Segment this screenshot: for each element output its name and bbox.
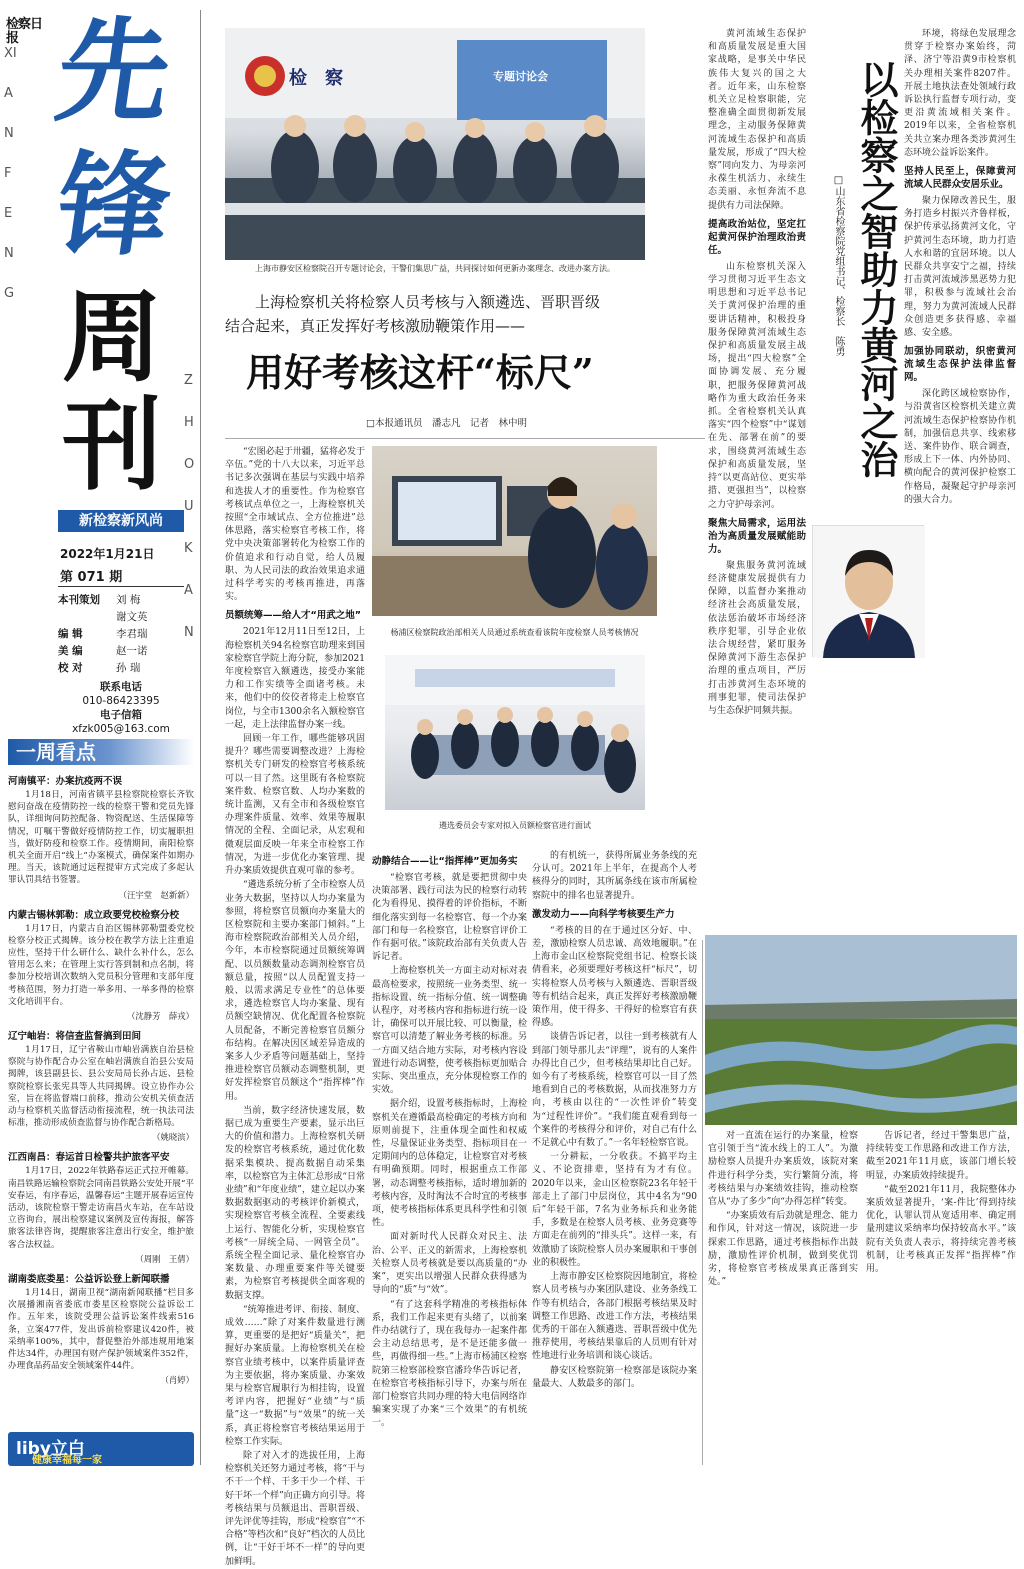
weekly-item-title: 辽宁岫岩：将信查监督搞到田间	[8, 1031, 142, 1043]
article2-column-b-continued	[870, 665, 1018, 930]
weekly-title: 一周看点	[16, 740, 96, 764]
paragraph: “有了这套科学精准的考核指标体系，我们工作起来更有头绪了，以前案件办结就行了，现在我每办一起案件都会主动总结思考，是不是还能多做一些，再做得细一些。”上海市杨浦区检察院第三检察部检察官潘玲华告诉记者，在检察官考核指标引导下，办案与所在部门检察官共同办理的特大电信网络诈骗案实现了办案“三个效果”的有机统一。	[372, 1299, 527, 1429]
article1-column-2	[372, 850, 527, 1465]
paragraph: 静安区检察院第一检察部是该院办案量最大、人数最多的部门。	[532, 1365, 697, 1389]
weekly-item-source: （沈静芳 薛戎）	[127, 1011, 194, 1022]
staff-row: 谢文英	[116, 611, 148, 623]
article2-headline: 以检察之智助力黄河之治	[854, 60, 899, 478]
article2-byline: □山东省检察院党组书记、检察长 陈勇	[833, 175, 844, 356]
left-divider	[200, 10, 201, 1465]
staff-row: 本刊策划 刘 梅	[58, 594, 141, 606]
weekly-item-text: 1月14日，湖南卫视“湖南新闻联播”栏目多次展播湘南省娄底市娄星区检察院公益诉讼工作。五年来，该院受理公益诉讼案件线索516条，立案477件，发出诉前检察建议420件，被采纳率100%，其中，督促整治外部违规用地案件达34件，办理国有财产保护领域案件352件，办理食品药品安全领域案件44件。	[8, 1287, 194, 1372]
paragraph: 据介绍，设置考核指标时，上海检察机关在遵循最高检确定的考核方向和原则前提下，注重体现全面性和权威性，尽量保证业务类型、指标项目在一定期间内的总体稳定，让检察官对考核有明确预期。同时，根据重点工作部署，动态调整考核指标，适时增加新的考核内容，及时淘汰不合时宜的考核事项，使考核指标体系更具科学性和引领性。	[372, 1099, 527, 1229]
paragraph: “检察官考核，就是要把贯彻中央决策部署、践行司法为民的检察行动转化为看得见、摸得着的评价指标，不断细化落实到每一名检察官、每一个办案部门和每一名检察官，让检察官评价工作有据可依。”该院政治部有关负责人告诉记者。	[372, 873, 527, 963]
paragraph: 对一直流在运行的办案量，检察官引领于当“流水线上的工人”。为激励检察人员提升办案质效，该院对案件进行科学分类，实行繁简分流，将考核结果与办案绩效挂钩，推动检察官从“办了多少”向“办得怎样”转变。	[708, 1131, 858, 1208]
portrait-illustration	[813, 526, 925, 658]
river-illustration	[705, 935, 1017, 1125]
paragraph: 山东检察机关深入学习贯彻习近平生态文明思想和习近平总书记关于黄河保护治理的重要讲话精神，积极投身服务保障黄河流域生态保护和高质量发展主战场，提出“四大检察”全面协调发展、充分履职，把服务保障黄河战略作为重大政治任务来抓。全省检察机关认真落实“四个检察”中“谋划在先、部署在前”的要求，围绕黄河流域生态保护和高质量发展，坚持“以更高站位、更实举措、更强担当”，以检察之力守护母亲河。	[708, 261, 806, 510]
weekly-item-source: （汪宇堂 赵新新）	[118, 889, 194, 900]
weekly-item-text: 1月17日，2022年铁路春运正式拉开帷幕。南昌铁路运输检察院会同南昌铁路公安处开展“平安春运，有序春运，温馨春运”主题开展春运宣传活动，该院检察干警走访南昌火车站，在车站设立咨询台，展出检察建议案例及宣传海报，解答旅客法律咨询，提醒旅客注意出行安全，维护旅客合法权益。	[8, 1166, 194, 1250]
paragraph: 聚焦服务黄河流域经济健康发展提供有力保障，以监督办案推动经济社会高质量发展，依法惩治破坏市场经济秩序犯罪，引导企业依法合规经营，紧盯服务保障黄河下游生态保护治理的重点项目，严厉打击涉黄河生态环境的刑事犯罪，使司法保护与生态保护同频共振。	[708, 560, 806, 716]
weekly-item-text: 1月17日，辽宁省鞍山市岫岩满族自治县检察院与协作配合办公室在岫岩满族自治县公安局揭牌，该县副县长、县公安局局长孙占远、县检察院检察长张宪具等人共同揭牌。设立协作办公室，旨在将监督端口前移，推动公安机关侦查活动与检察机关监督活动衔接流程，统一执法司法标准，推动形成侦查监督与协作配合新格局。	[8, 1045, 194, 1129]
weekly-item-text: 1月17日，内蒙古自治区锡林郭勒盟委党校检察分校正式揭牌。该分校在教学方法上注重追应性，坚持干什么研什么、缺什么补什么，怎么管用怎么来；在管理上实行答到制和点名制，将参加分校培训次数纳入党员积分管理和支部年度考核范围，努力打造一举多用、一举多得的检察文化培训平台。	[8, 923, 194, 1007]
weekly-item	[8, 907, 194, 1022]
weekly-item	[8, 1149, 194, 1264]
staff-row: 编 辑 李君瑞	[58, 628, 148, 640]
paragraph: 回顾一年工作，哪些能够巩固提升？哪些需要调整改进？上海检察机关专门研发的检察官考核系统可以一目了然。这里既有各检察院案件数、检察官数、人均办案数的统计监测，又有全市和各级检察官办理案件质量、效率、效果等履职情况的全程、全面记录，从宏观和微观层面反映一年来全市检察工作情况，为进一步优化办案管理、提升办案质效提供直观可靠的参考。	[225, 734, 365, 877]
section-heading: 动静结合——让“指挥棒”更加务实	[372, 856, 518, 867]
contact-block	[58, 680, 184, 736]
ad-slogan: 健康幸福每一家	[32, 1455, 102, 1466]
staff-row: 美 编 赵一诺	[58, 645, 148, 657]
meeting-illustration	[225, 28, 645, 260]
photo-meeting-caption: 上海市静安区检察院召开专题讨论会，干警们集思广益，共同探讨如何更新办案理念、改进办案方法。	[255, 264, 615, 273]
issue-date: 2022年1月21日	[60, 547, 155, 561]
weekly-item-title: 江西南昌：春运首日检警共护旅客平安	[8, 1152, 170, 1164]
phone-label: 联系电话	[100, 681, 142, 693]
weekly-item-title: 湖南娄底娄星：公益诉讼登上新闻联播	[8, 1273, 170, 1285]
article2-column-d	[866, 1130, 1016, 1465]
paragraph: 谈倩告诉记者，以往一到考核就有人到部门领导那儿去“评理”，说有的人案件办得比自己少，但考核结果却比自己好。如今有了考核系统，检察官可以一目了然地看到自己的考核数据，从而找准努力方向，考核由以往的“一次性评价”转变为“过程性评价”。“我们能直观看到每一个案件的考核得分和评价，对自己有什么不足就心中有数了。”一名年轻检察官说。	[532, 1032, 697, 1149]
paragraph: 2021年12月11日至12日，上海检察机关94名检察官助理来到国家检察官学院上海分院，参加2021年度检察官入额遴选，接受办案能力和工作实绩等全面诸考核。未来，他们中的佼佼者将走上检察官岗位，与全市1300余名入额检察官一起，走上法律监督办案一线。	[225, 627, 365, 730]
masthead-title-kan: 刊	[62, 386, 162, 504]
weekly-item-text: 1月18日，河南省镇平县检察院检察长齐钦慰问奋战在疫情防控一线的检察干警和党员先锋队，详细询问防控配备、物资配送、生活保障等情况，叮嘱干警做好疫情防控工作，切实履职担当，做好防疫和检察工作。疫情期间，南阳检察机关全面开启“线上”办案模式，确保案件如期办理。当天，该院通过远程提审方式完成了多起认罪认罚具结书签署。	[8, 790, 194, 886]
paragraph: 面对新时代人民群众对民主、法治、公平、正义的新需求，上海检察机关检察人员考核就是要以高质量的“办案”，更实出以增强人民群众获得感为导向的“质”与“效”。	[372, 1232, 527, 1296]
staff-list	[58, 592, 184, 677]
section-heading: 提高政治站位，坚定扛起黄河保护治理政治责任。	[708, 218, 806, 256]
photo-office-caption: 杨浦区检察院政治部相关人员通过系统查看该院年度检察人员考核情况	[390, 628, 639, 637]
paragraph: 当前，数字经济快速发展，数据已成为重要生产要素，显示出巨大的价值和潜力。上海检察机关研发的检察官考核系统，通过优化数据采集模块、提高数据自动采集率，以检察官为主体汇总形成“日常业绩”和“年度业绩”，建立起以办案数据数据驱动的考核评价新模式，实现检察官考核全流程、全要素线上运行、智能化分析，实现检察官考核“一屏统全局、一网管全员”。系统全程全面记录、量化检察官办案数量、办理重要案件等关键要素，为检察官考核提供全面客观的数据支撑。	[225, 1105, 365, 1301]
mid-divider	[702, 940, 703, 1465]
weekly-header	[8, 735, 194, 769]
section-heading: 激发动力——向科学考核要生产力	[532, 908, 675, 920]
section-heading: 聚焦大局需求，运用法治为高质量发展赋能助力。	[708, 517, 806, 555]
masthead-title-zhou: 周	[62, 278, 162, 396]
section-heading: 坚持人民至上，保障黄河流域人民群众安居乐业。	[904, 166, 1016, 191]
weekly-item	[8, 773, 194, 901]
paragraph: 一分耕耘，一分收获。不搞平均主义、不论资排辈，坚持有为才有位。2020年以来，金山区检察院23名年轻干部走上了部门中层岗位，其中4名为“90后”年轻干部，7名为业务标兵和业务能手，多数是在检察人员考核、业务竞赛等方面走在前列的“排头兵”。这样一来，有效激励了该院检察人员办案履职和干事创业的积极性。	[532, 1152, 697, 1268]
paragraph: “截至2021年11月，我院整体办案质效显著提升，‘案-件比’得到持续优化，认罪认罚从宽适用率、确定刑量刑建议采纳率均保持较高水平。”该院有关负责人表示，将持续完善考核机制，让考核真正发挥“指挥棒”作用。	[866, 1184, 1016, 1275]
section-heading: 加强协同联动，织密黄河流域生态保护法律监督网。	[904, 346, 1016, 384]
paragraph: 的有机统一，获得所属业务条线的充分认可。2021年上半年，在提高个人考核得分的同时，其所属条线在该市所属检察院中的排名也显著提升。	[532, 851, 697, 901]
paragraph: 深化跨区域检察协作，与沿黄省区检察机关建立黄河流域生态保护检察协作机制，加强信息共享、线索移送、案件协作、联合调查，形成上下一体、内外协同、横向配合的黄河保护检察工作格局，凝聚起守护母亲河的强大合力。	[904, 389, 1016, 505]
pinyin-zhoukan: ZHOUKAN	[184, 373, 195, 640]
article1-kicker	[225, 290, 695, 338]
article1-column-3	[532, 850, 697, 1465]
ad-brand: liby立白	[16, 1439, 85, 1459]
author-portrait	[812, 525, 924, 657]
photo-office	[372, 446, 657, 616]
weekly-item-source: （周刚 王倩）	[135, 1253, 194, 1264]
photo-yellow-river	[705, 935, 1017, 1125]
masthead-title-feng: 锋	[48, 140, 180, 271]
paragraph: 除了对入才的选拔任用，上海检察机关还努力通过考核，将“干与不干一个样、干多干少一个样、干好干坏一个样”向正确方向引导。将考核结果与员额退出、晋职晋级、评先评优等挂钩，形成“检察官”“不合格”等档次和“良好”档次的人员比例，让“干好干坏不一样”的导向更加鲜明。	[225, 1451, 365, 1567]
email-label: 电子信箱	[100, 709, 142, 721]
weekly-item	[8, 1271, 194, 1386]
weekly-item-title: 内蒙古锡林郭勒：成立政要党校检察分校	[8, 909, 180, 921]
paragraph: 黄河流域生态保护和高质量发展是重大国家战略，是事关中华民族伟大复兴的国之大者。近年来，山东检察机关立足检察职能，完整准确全面贯彻新发展理念，主动服务保障黄河流域生态保护和高质量发展，形成了“四大检察”同向发力、为母亲河永葆生机活力、永续生态美丽、永恒奔流不息提供有力司法保障。	[708, 29, 806, 211]
photo-interview-caption: 遴选委员会专家对拟入员额检察官进行面试	[439, 821, 591, 830]
article2-column-c	[708, 1130, 858, 1465]
pinyin-xianfeng: XIANFENG	[4, 46, 17, 301]
article1-column-1	[225, 446, 365, 1567]
article2-column-a	[708, 28, 806, 928]
email-address: xfzk005@163.com	[72, 723, 170, 735]
phone-number: 010-86423395	[82, 695, 160, 707]
weekly-item-source: （肖婷）	[160, 1375, 194, 1386]
weekly-item-title: 河南镇平：办案抗疫两不误	[8, 776, 123, 787]
paragraph: “宏图必起于卅疆，猛将必发于卒伍。”党的十八大以来，习近平总书记多次强调在基层与实践中培养和选拔人才的重要性。作为检察官考核试点单位之一，上海检察机关按照“全市域试点、全方位推进”总体思路，落实检察官考核工作，将党中央决策部署转化为检察工作的价值追求和行动自觉，给人员履职、为人民司法的政治效果追求通过科学考实的考核再推进，再落实。	[225, 447, 365, 603]
issue-number: 第 071 期	[60, 570, 123, 585]
paragraph: “遴选系统分析了全市检察人员业务大数据，坚持以人均办案量为参照，将检察官员额向办案量大的区检察院和主要办案部门倾斜。”上海市检察院政治部相关人员介绍，今年，本市检察院通过员额统筹调配、以员额数量动态调剂检察官员额总量，按照“以人员配置支持一般、以需求满足专业性”的总体要求，遴选检察官人均办案量、现有员额空缺情况、优化配置各检察院人员配备，不断完善检察官员额分布结构。在解决因区域差异造成的案多人少矛盾等问题基础上，坚持推进检察官员额动态调整机制，更好发挥检察官员额这个“指挥棒”作用。	[225, 880, 365, 1102]
headline-rule	[225, 438, 705, 439]
article2-column-b	[904, 28, 1016, 528]
weekly-item	[8, 1028, 194, 1143]
paragraph: “考核的目的在于通过区分好、中、差，激励检察人员忠诚、高效地履职。”在上海市金山区检察院党组书记、检察长谈倩看来，必须要理好考核这杆“标尺”，切实将检察人员考核与入额遴选、晋职晋级等有机结合起来，真正发挥好考核激励鞭策作用，使干得多、干得好的检察官有获得感。	[532, 925, 697, 1029]
photo-sign-meeting: 专题讨论会	[493, 70, 548, 83]
interview-illustration	[385, 655, 645, 810]
masthead-title-xian: 先	[48, 6, 180, 137]
weekly-item-source: （姚晓滨）	[152, 1132, 194, 1143]
paragraph: 环境，将绿色发展理念贯穿于检察办案始终，菏泽、济宁等沿黄9市检察机关办理相关案件8207件。开展土地执法查处领域行政诉讼执行监督专项行动，变更沿黄流域相关案件。2019年以来，全省检察机关共立案办理各类涉黄河生态环境公益诉讼案件。	[904, 29, 1016, 158]
paragraph: “办案质效有后劲就是理念、能力和作风，针对这一情况，该院进一步探索工作思路，通过考核指标作出鼓励，激励性评价机制，做到奖优罚劣，将检察官考核成果真正落到实处。”	[708, 1211, 858, 1288]
paragraph: “统筹推进考评、衔接、制度、成效……”除了对案件数量进行测算，更重要的是把好“质量关”，把握好办案质量。上海检察机关在检察官业绩考核中，以案件质量评查为主要依据，将办案质量、办案效果与检察官履职行为相挂钩，设置考评内容，把握好“业绩”与“质量”这一“数据”与“效果”的统一关系，真正将检察官考核结果运用于检察工作实际。	[225, 1304, 365, 1447]
section-heading: 员额统筹——给人才“用武之地”	[225, 610, 361, 622]
photo-interview	[385, 655, 645, 810]
office-illustration	[372, 446, 657, 616]
masthead-divider	[58, 586, 184, 587]
advertisement[interactable]	[8, 1432, 194, 1466]
kicker-line: 上海检察机关将检察人员考核与入额遴选、晋职晋级	[255, 293, 601, 311]
paragraph: 上海检察机关一方面主动对标对表最高检要求，按照统一业务类型、统一指标设置、统一指标分值、统一调整确认程序，对考核内容和指标进行统一设计，确保可以开展比较、可以衡量，检察官可以清楚了解业务考核的标准。另一方面又结合地方实际，对考核内容设置进行动态调整，使考核指标更加贴合实际、突出重点，充分体现检察工作的实效。	[372, 966, 527, 1096]
article1-byline: □本报通讯员 潘志凡 记者 林中明	[366, 418, 527, 429]
weekly-section	[8, 735, 194, 1425]
article1-headline: 用好考核这杆“标尺”	[246, 350, 594, 395]
slogan-banner: 新检察新风尚	[58, 510, 184, 532]
staff-row: 校 对 孙 瑞	[58, 662, 141, 674]
photo-sign-jiancha: 检 察	[289, 68, 343, 89]
photo-meeting	[225, 28, 645, 260]
paragraph: 聚力保障改善民生，服务打造乡村振兴齐鲁样板，保护传承弘扬黄河文化，守护黄河生态环境，助力打造人水和谐的宜居环境。以人民群众共享安宁之福，持续打击黄河流域涉黑恶势力犯罪，积极参与流域社会治理，努力为黄河流域人民群众创造更多获得感、幸福感、安全感。	[904, 196, 1016, 339]
kicker-line: 结合起来，真正发挥好考核激励鞭策作用——	[225, 317, 526, 335]
paragraph: 上海市静安区检察院因地制宜，将检察人员考核与办案团队建设、业务条线工作等有机结合，各部门根据考核结果及时调整工作思路、改进工作方法，考核结果优秀的干部在入额遴选、晋职晋级中优先推荐使用，考核结果靠后的人员则有针对性地进行业务培训和谈心谈话。	[532, 1272, 697, 1362]
brand-logo: 检察日报	[6, 17, 43, 46]
masthead	[0, 0, 200, 760]
paragraph: 告诉记者，经过干警集思广益，持续转变工作思路和改进工作方法，截至2021年11月底，该部门增长较明显，办案质效持续提升。	[866, 1131, 1016, 1181]
